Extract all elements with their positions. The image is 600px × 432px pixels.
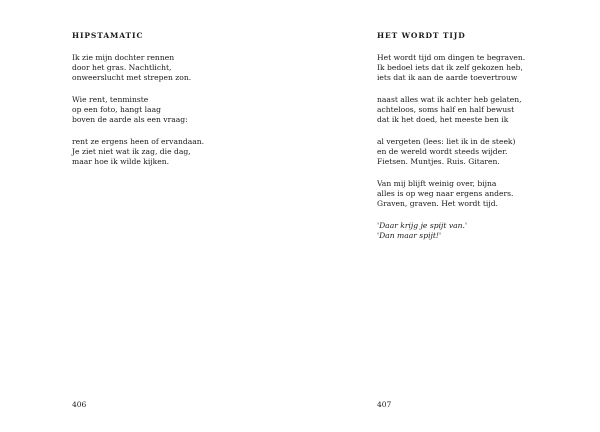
stanza: [72, 53, 204, 83]
stanza: [377, 53, 525, 83]
stanza: [377, 179, 525, 209]
stanza: [72, 137, 204, 167]
poem-line: en de wereld wordt steeds wijder.: [377, 147, 508, 156]
poem-line: al vergeten (lees: liet ik in de steek): [377, 137, 516, 146]
poem-line: Je ziet niet wat ik zag, die dag,: [72, 147, 191, 156]
stanza: [377, 137, 525, 167]
poem-line: naast alles wat ik achter heb gelaten,: [377, 95, 522, 104]
poem-line: Fietsen. Muntjes. Ruis. Gitaren.: [377, 157, 500, 166]
poem-line: 'Dan maar spijt!': [377, 231, 442, 240]
stanza: [377, 95, 525, 125]
poem-line: dat ik het doed, het meeste ben ik: [377, 115, 509, 124]
right-page: [300, 0, 600, 432]
poem-body-right: [377, 53, 525, 253]
poem-title-hipstamatic: HIPSTAMATIC: [72, 31, 144, 40]
poem-line: boven de aarde als een vraag:: [72, 115, 188, 124]
poem-body-left: [72, 53, 204, 179]
page-number-left: 406: [72, 400, 87, 409]
poem-line: rent ze ergens heen of ervandaan.: [72, 137, 205, 146]
poem-line: Graven, graven. Het wordt tijd.: [377, 199, 498, 208]
italic-dialogue-stanza: [377, 221, 525, 241]
poem-line: op een foto, hangt laag: [72, 105, 161, 114]
poem-line: Van mij blijft weinig over, bijna: [377, 179, 497, 188]
poem-line: iets dat ik aan de aarde toevertrouw: [377, 73, 518, 82]
poem-title-het-wordt-tijd: HET WORDT TIJD: [377, 31, 466, 40]
poem-line: 'Daar krijg je spijt van.': [377, 221, 468, 230]
poem-line: Ik zie mijn dochter rennen: [72, 53, 175, 62]
poem-line: door het gras. Nachtlicht,: [72, 63, 172, 72]
page-number-right: 407: [377, 400, 392, 409]
poem-line: Ik bedoel iets dat ik zelf gekozen heb,: [377, 63, 523, 72]
poem-line: maar hoe ik wilde kijken.: [72, 157, 170, 166]
poem-line: onweerslucht met strepen zon.: [72, 73, 192, 82]
stanza: [72, 95, 204, 125]
poem-line: Het wordt tijd om dingen te begraven.: [377, 53, 526, 62]
poem-line: alles is op weg naar ergens anders.: [377, 189, 514, 198]
poem-line: Wie rent, tenminste: [72, 95, 149, 104]
poem-line: achteloos, soms half en half bewust: [377, 105, 515, 114]
